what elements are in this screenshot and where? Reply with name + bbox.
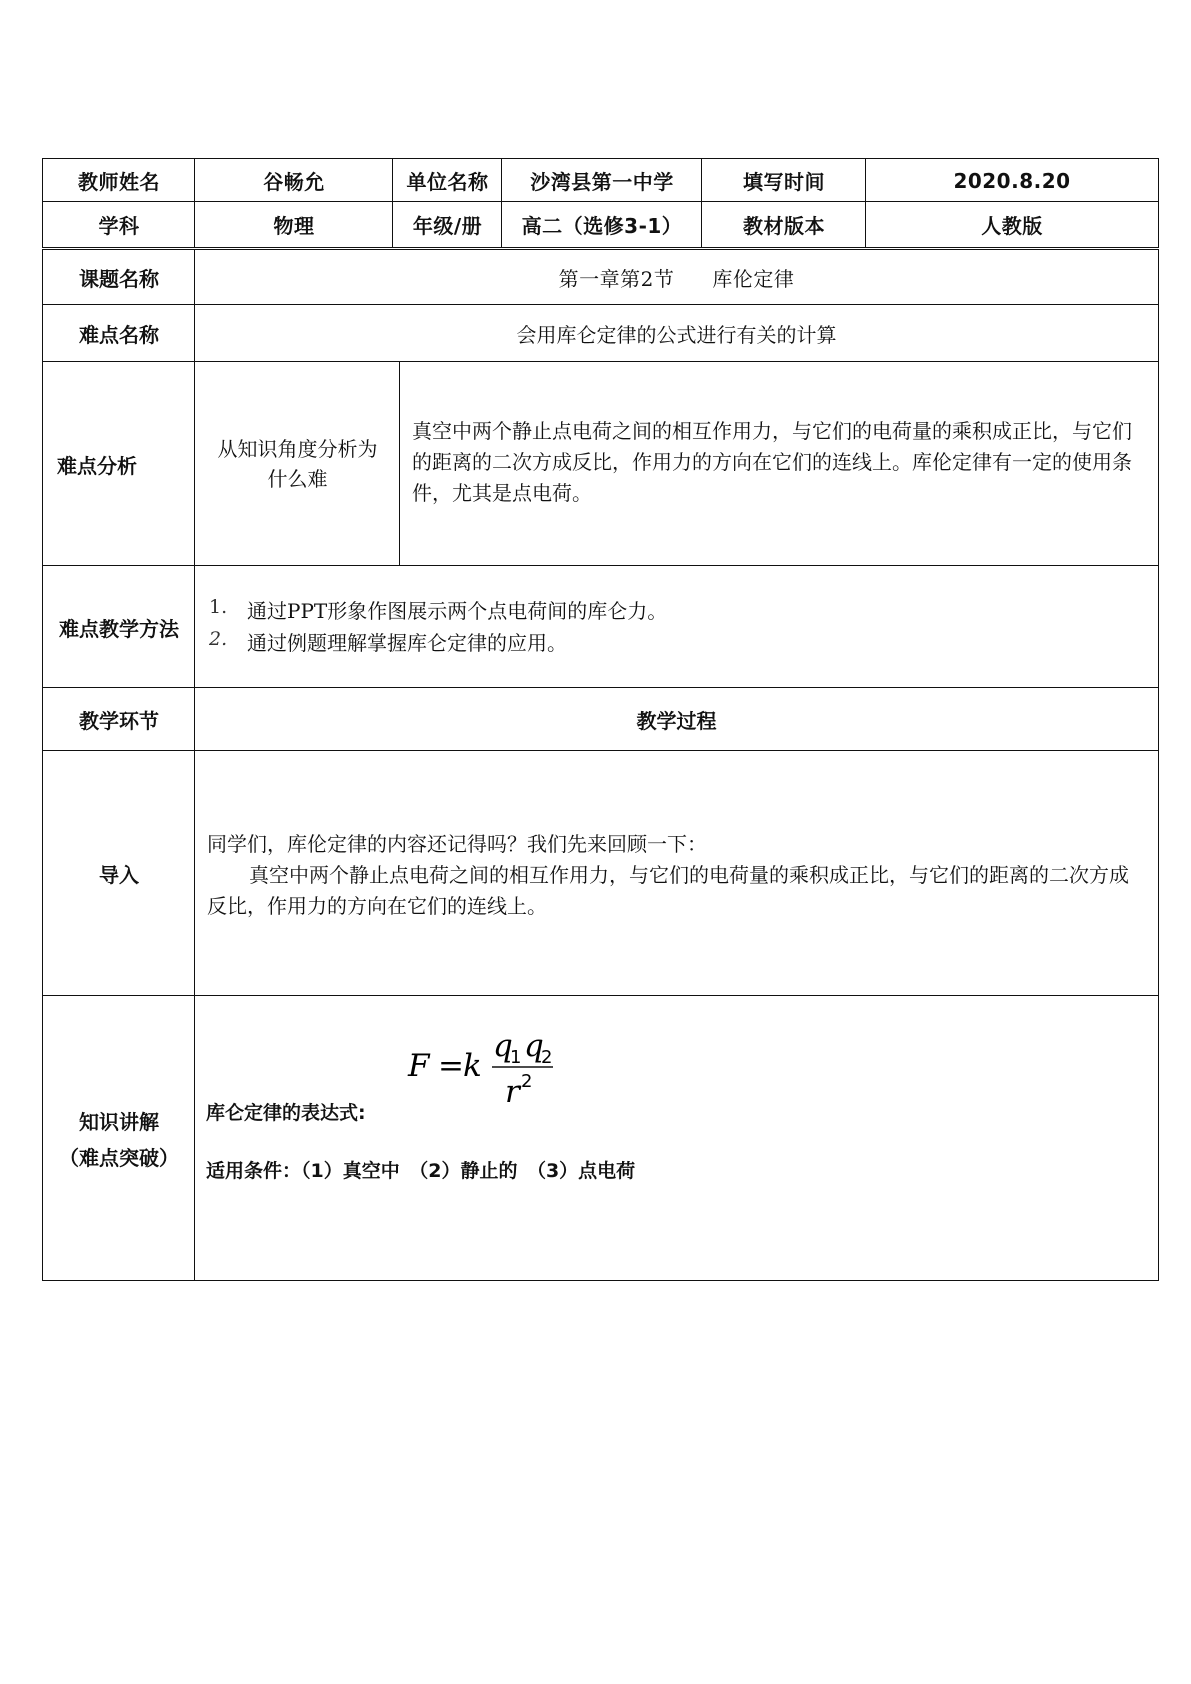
subject-value: 物理: [194, 201, 394, 248]
methods-label: 难点教学方法: [42, 565, 196, 689]
conditions: 适用条件：（1）真空中 （2）静止的 （3）点电荷: [206, 1160, 636, 1182]
intro-label: 导入: [42, 750, 196, 997]
formula-q2: q: [524, 1032, 544, 1064]
intro-content: [194, 750, 1159, 997]
difficulty-value: 会用库仑定律的公式进行有关的计算: [194, 304, 1159, 363]
process-label: 教学过程: [194, 687, 1159, 752]
analysis-sublabel: 从知识角度分析为什么难: [194, 361, 401, 567]
stage-label: 教学环节: [42, 687, 196, 752]
method-number-1: 1.: [209, 596, 228, 618]
method-item-2: [209, 628, 667, 660]
analysis-content: 真空中两个静止点电荷之间的相互作用力，与它们的电荷量的乘积成正比，与它们的距离的二次方成反比，作用力的方向在它们的连线上。库伦定律有一定的使用条件，尤其是点电荷。: [399, 361, 1159, 567]
edition-label: 教材版本: [701, 201, 867, 248]
method-text-2: 通过例题理解掌握库仑定律的应用。: [247, 631, 567, 655]
expression-label: 库仑定律的表达式:: [206, 1102, 366, 1124]
formula-equals: =: [438, 1048, 464, 1084]
topic-section: 库伦定律: [712, 267, 795, 291]
unit-name: 沙湾县第一中学: [501, 158, 703, 203]
topic-label: 课题名称: [42, 249, 196, 306]
unit-label: 单位名称: [392, 158, 503, 203]
grade-label: 年级/册: [392, 201, 503, 248]
formula-q1-subscript: 1: [510, 1047, 522, 1068]
formula-F: F: [408, 1048, 430, 1084]
method-text-1: 通过PPT形象作图展示两个点电荷间的库仑力。: [247, 599, 668, 623]
coulomb-law-formula: [211, 1032, 731, 1122]
knowledge-label-line2: （难点突破）: [59, 1146, 179, 1170]
difficulty-label: 难点名称: [42, 304, 196, 363]
intro-paragraph: 真空中两个静止点电荷之间的相互作用力，与它们的电荷量的乘积成正比，与它们的距离的二次方成反比，作用力的方向在它们的连线上。: [207, 863, 1129, 918]
formula-k: k: [463, 1048, 482, 1084]
date-label: 填写时间: [701, 158, 867, 203]
analysis-label: 难点分析: [42, 361, 196, 567]
date-value: 2020.8.20: [865, 158, 1159, 203]
methods-list: [194, 565, 1159, 689]
knowledge-label: [42, 995, 196, 1281]
formula-q1: q: [493, 1032, 513, 1064]
subject-label: 学科: [42, 201, 196, 248]
edition-value: 人教版: [865, 201, 1159, 248]
teacher-name: 谷畅允: [194, 158, 394, 203]
topic-value: [194, 249, 1159, 306]
formula-r-superscript: 2: [521, 1071, 533, 1092]
method-number-2: 2.: [209, 628, 228, 650]
knowledge-label-line1: 知识讲解: [79, 1110, 159, 1134]
formula-q2-subscript: 2: [541, 1047, 553, 1068]
method-item-1: [209, 596, 667, 628]
grade-value: 高二（选修3-1）: [501, 201, 703, 248]
intro-question: 同学们，库伦定律的内容还记得吗？我们先来回顾一下：: [207, 832, 707, 856]
teacher-label: 教师姓名: [42, 158, 196, 203]
topic-chapter: 第一章第2节: [558, 267, 675, 291]
formula-r: r: [505, 1074, 520, 1110]
